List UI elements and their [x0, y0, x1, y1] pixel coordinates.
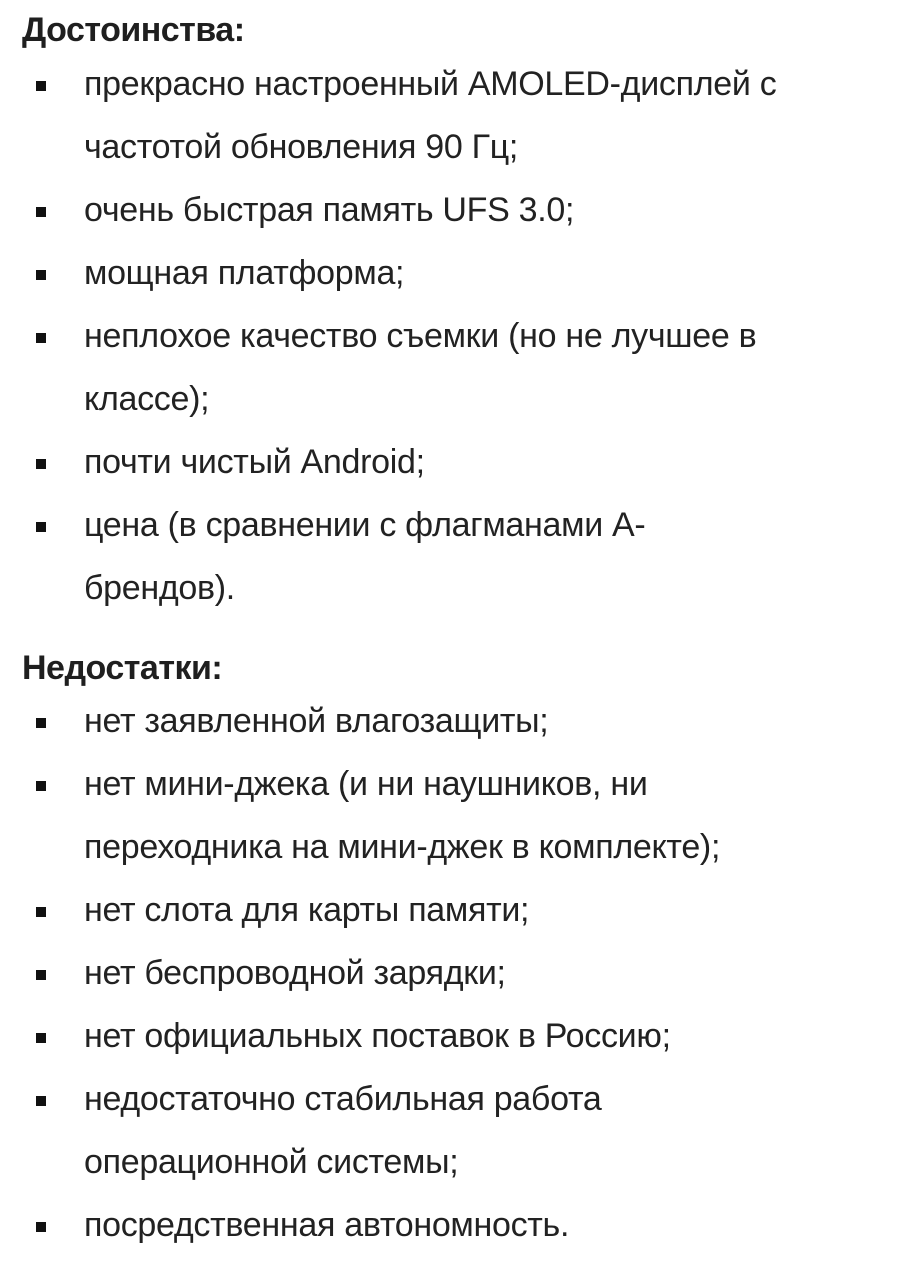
list-item-text: почти чистый Android;: [84, 443, 425, 481]
list-item: [0, 431, 897, 494]
list-item: [0, 305, 897, 431]
list-item-text: нет мини-джека (и ни наушников, ни переходника на мини-джек в комплекте);: [84, 765, 721, 866]
bullet-icon: [36, 718, 46, 728]
bullet-icon: [36, 207, 46, 217]
bullet-icon: [36, 1222, 46, 1232]
bullet-icon: [36, 270, 46, 280]
list-item-text: прекрасно настроенный AMOLED-дисплей с частотой обновления 90 Гц;: [84, 65, 777, 166]
list-item: [0, 1194, 897, 1257]
list-item-text: нет заявленной влагозащиты;: [84, 702, 549, 740]
bullet-icon: [36, 970, 46, 980]
bullet-icon: [36, 1096, 46, 1106]
list-item: [0, 879, 897, 942]
list-item: [0, 1005, 897, 1068]
bullet-icon: [36, 333, 46, 343]
list-item: [0, 53, 897, 179]
list-item: [0, 1068, 897, 1194]
list-item-text: нет беспроводной зарядки;: [84, 954, 506, 992]
cons-heading: Недостатки:: [22, 649, 223, 687]
list-item-text: нет официальных поставок в Россию;: [84, 1017, 671, 1055]
bullet-icon: [36, 522, 46, 532]
bullet-icon: [36, 1033, 46, 1043]
bullet-icon: [36, 907, 46, 917]
cons-list: [0, 690, 897, 1257]
list-item: [0, 753, 897, 879]
list-item: [0, 942, 897, 1005]
list-item-text: недостаточно стабильная работа операционной системы;: [84, 1080, 602, 1181]
list-item: [0, 179, 897, 242]
list-item-text: цена (в сравнении с флагманами А-брендов).: [84, 506, 646, 607]
list-item: [0, 690, 897, 753]
pros-heading: Достоинства:: [22, 11, 245, 49]
list-item-text: неплохое качество съемки (но не лучшее в классе);: [84, 317, 757, 418]
pros-list: [0, 53, 897, 620]
bullet-icon: [36, 459, 46, 469]
list-item: [0, 242, 897, 305]
bullet-icon: [36, 81, 46, 91]
bullet-icon: [36, 781, 46, 791]
list-item-text: посредственная автономность.: [84, 1206, 570, 1244]
list-item-text: нет слота для карты памяти;: [84, 891, 530, 929]
list-item-text: мощная платформа;: [84, 254, 405, 292]
list-item-text: очень быстрая память UFS 3.0;: [84, 191, 575, 229]
list-item: [0, 494, 897, 620]
